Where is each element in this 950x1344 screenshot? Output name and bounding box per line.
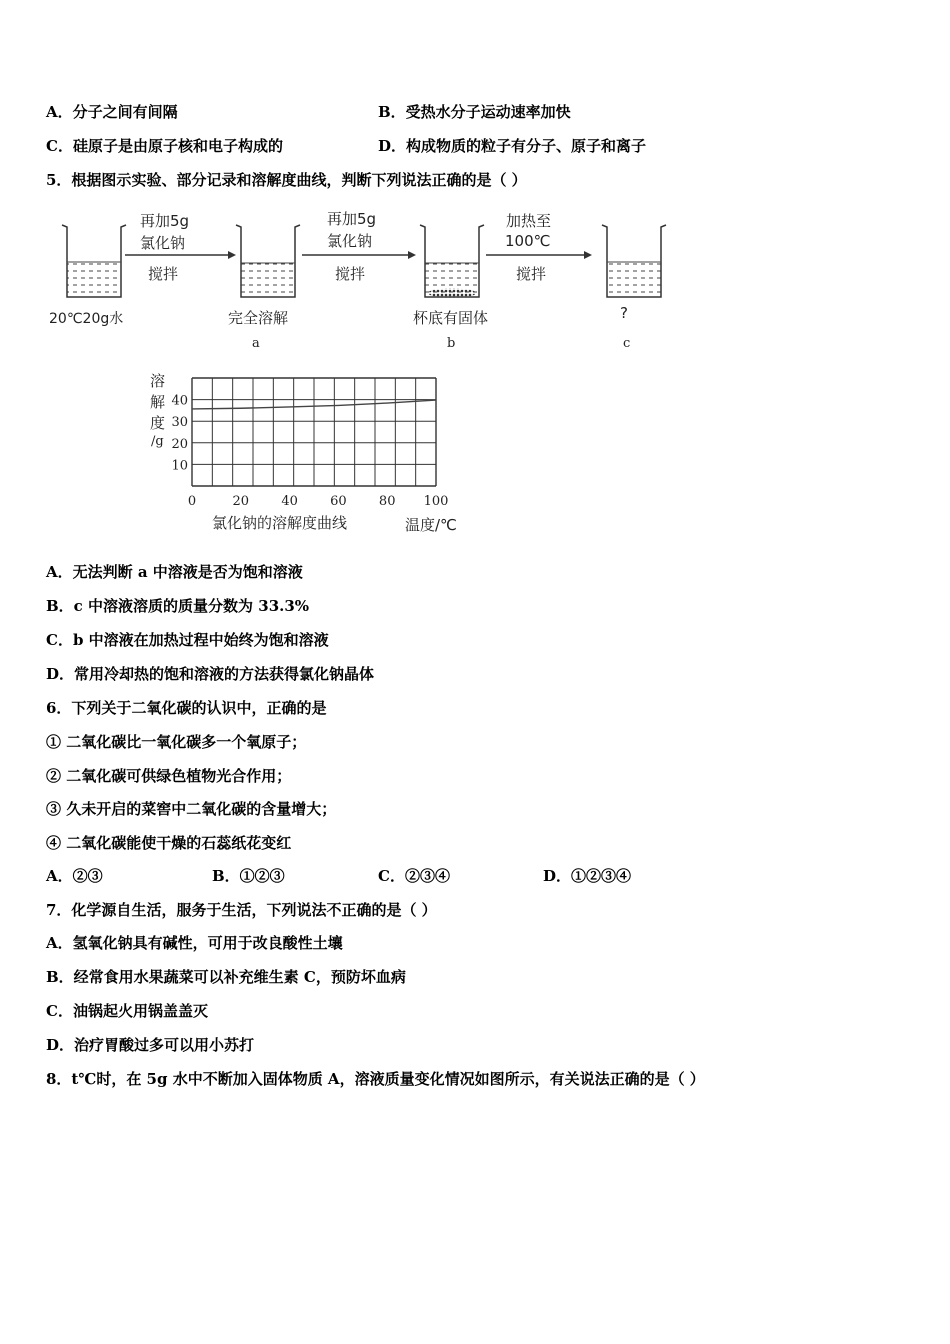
q7-stem: 7．化学源自生活，服务于生活，下列说法不正确的是（ ） [46,901,437,919]
chart-ylabel-4: /g [151,434,164,449]
q5-option-c: C．b 中溶液在加热过程中始终为饱和溶液 [46,631,329,649]
q6-option-a: A．②③ [46,867,103,885]
chart-ylabel-1: 溶 [150,372,166,390]
q5-option-d: D．常用冷却热的饱和溶液的方法获得氯化钠晶体 [46,665,375,683]
solubility-chart [160,370,490,530]
y-tick-label: 30 [171,415,188,431]
x-tick-label: 20 [232,494,250,509]
q5-option-b: B．c 中溶液溶质的质量分数为 33.3% [46,597,310,615]
y-tick-label: 40 [171,393,188,409]
q6-item-4: ④ 二氧化碳能使干燥的石蕊纸花变红 [46,834,292,852]
x-tick-label: 0 [187,494,197,509]
step2-label-3: 搅拌 [335,265,366,283]
beaker-0 [62,225,126,297]
q6-item-1: ① 二氧化碳比一氧化碳多一个氧原子； [46,733,307,751]
chart-xlabel: 温度/℃ [405,516,457,534]
beaker3-caption: ? [620,304,628,322]
q4-option-c: C．硅原子是由原子核和电子构成的 [46,137,283,155]
step1-label-3: 搅拌 [148,265,179,283]
chart-title: 氯化钠的溶解度曲线 [212,514,348,532]
step2-label-2: 氯化钠 [327,232,373,250]
step3-label-1: 加热至 [506,212,552,230]
q6-option-b: B．①②③ [212,867,285,885]
step3-label-2: 100℃ [505,232,551,250]
beaker2-letter: b [447,336,456,351]
beaker-3 [602,225,666,297]
x-tick-label: 60 [330,494,347,509]
beaker2-caption: 杯底有固体 [413,309,489,327]
q4-option-b: B．受热水分子运动速率加快 [378,103,571,121]
x-tick-label: 80 [378,494,396,509]
beaker-2 [420,225,484,298]
q7-option-a: A．氢氧化钠具有碱性，可用于改良酸性土壤 [46,934,343,952]
beaker-1 [236,225,300,297]
beaker0-caption: 20℃20g水 [49,311,124,327]
step2-label-1: 再加5g [327,210,377,228]
x-tick-label: 100 [423,494,449,509]
q8-stem: 8．t℃时，在 5g 水中不断加入固体物质 A，溶液质量变化情况如图所示，有关说法正确的是（ ） [46,1070,705,1088]
step3-label-3: 搅拌 [516,265,547,283]
y-tick-label: 10 [171,458,188,474]
y-tick-label: 20 [171,436,188,452]
beaker1-caption: 完全溶解 [228,309,289,327]
q7-option-d: D．治疗胃酸过多可以用小苏打 [46,1036,255,1054]
q6-stem: 6．下列关于二氧化碳的认识中，正确的是 [46,699,327,717]
q4-option-a: A．分子之间有间隔 [46,103,178,121]
q5-stem: 5．根据图示实验、部分记录和溶解度曲线，判断下列说法正确的是（ ） [46,171,527,189]
x-tick-label: 40 [281,494,298,509]
step1-label-1: 再加5g [140,212,190,230]
q6-option-c: C．②③④ [378,867,450,885]
q5-option-a: A．无法判断 a 中溶液是否为饱和溶液 [46,563,303,581]
q4-option-d: D．构成物质的粒子有分子、原子和离子 [378,137,647,155]
q6-option-d: D．①②③④ [543,867,632,885]
q6-item-3: ③ 久未开启的菜窖中二氧化碳的含量增大； [46,800,337,818]
q7-option-c: C．油锅起火用锅盖盖灭 [46,1002,208,1020]
beaker3-letter: c [623,336,631,351]
q6-item-2: ② 二氧化碳可供绿色植物光合作用； [46,767,292,785]
step1-label-2: 氯化钠 [140,234,186,252]
chart-ylabel-2: 解 [150,393,166,411]
chart-ylabel-3: 度 [150,414,166,432]
q7-option-b: B．经常食用水果蔬菜可以补充维生素 C，预防坏血病 [46,968,406,986]
beaker1-letter: a [252,336,260,351]
